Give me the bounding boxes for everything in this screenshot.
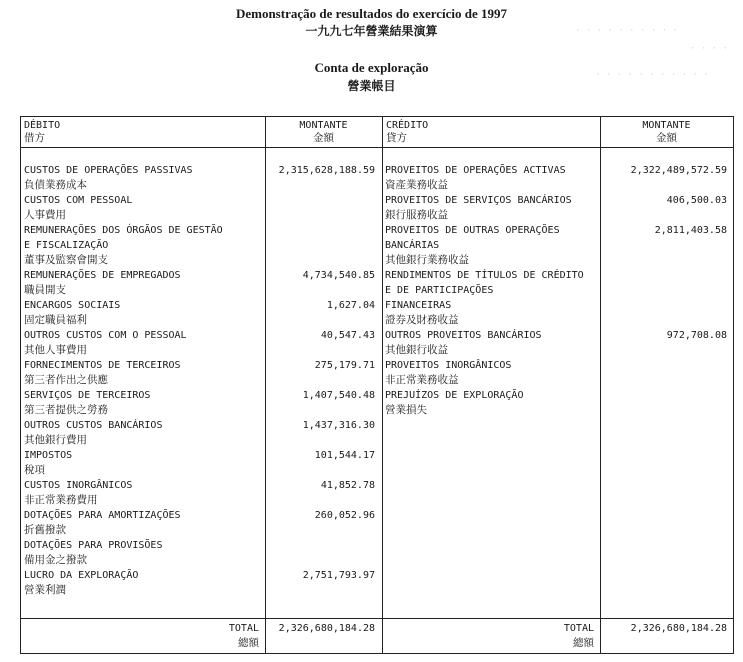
row-label: 其他銀行業務收益	[385, 254, 469, 266]
credit-total-label: TOTAL 總額	[563, 623, 594, 649]
row-label: DOTAÇÕES PARA AMORTIZAÇÕES	[24, 510, 181, 521]
header-divider	[21, 147, 733, 148]
row-label: BANCÁRIAS	[385, 240, 440, 251]
table-row	[21, 178, 382, 193]
debit-amount-header: MONTANTE 金額	[299, 120, 348, 144]
row-label: REMUNERAÇÕES DOS ÓRGÃOS DE GESTÃO	[24, 225, 223, 236]
row-label: 非正常業務費用	[24, 494, 98, 506]
table-row	[21, 418, 382, 433]
income-statement-table	[20, 116, 734, 654]
row-label: 第三者提供之勞務	[24, 404, 108, 416]
table-row	[21, 163, 382, 178]
row-label: 資產業務收益	[385, 179, 448, 191]
row-amount: 40,547.43	[320, 330, 375, 341]
row-amount: 2,315,628,188.59	[278, 165, 375, 176]
bleed-through-text: · · · · · · · · · · ·	[595, 70, 709, 80]
row-label: 職員開支	[24, 284, 66, 296]
table-row	[382, 358, 733, 373]
row-amount: 41,852.78	[320, 480, 375, 491]
row-label: 營業利潤	[24, 584, 66, 596]
row-label: OUTROS CUSTOS BANCÁRIOS	[24, 420, 163, 431]
row-amount: 406,500.03	[666, 195, 727, 206]
table-row	[382, 343, 733, 358]
row-label: PROVEITOS INORGÂNICOS	[385, 360, 512, 371]
row-label: PROVEITOS DE OPERAÇÕES ACTIVAS	[385, 165, 566, 176]
table-row	[21, 328, 382, 343]
row-label: SERVIÇOS DE TERCEIROS	[24, 390, 151, 401]
row-label: LUCRO DA EXPLORAÇÃO	[24, 570, 139, 581]
table-row	[21, 298, 382, 313]
row-amount: 260,052.96	[314, 510, 375, 521]
table-row	[21, 193, 382, 208]
debit-column-header: DÉBITO 借方	[24, 120, 61, 144]
row-label: REMUNERAÇÕES DE EMPREGADOS	[24, 270, 181, 281]
row-label: OUTROS CUSTOS COM O PESSOAL	[24, 330, 187, 341]
table-row	[21, 553, 382, 568]
row-label: FORNECIMENTOS DE TERCEIROS	[24, 360, 181, 371]
row-label: 營業損失	[385, 404, 427, 416]
row-amount: 2,811,403.58	[654, 225, 727, 236]
report-title-chinese: 一九九七年營業結果演算	[305, 24, 438, 38]
table-row	[382, 238, 733, 253]
row-label: DOTAÇÕES PARA PROVISÕES	[24, 540, 163, 551]
row-label: 其他人事費用	[24, 344, 87, 356]
row-label: CUSTOS DE OPERAÇÕES PASSIVAS	[24, 165, 193, 176]
row-label: 備用金之撥款	[24, 554, 87, 566]
table-row	[21, 448, 382, 463]
table-row	[382, 208, 733, 223]
debit-rows	[21, 163, 382, 598]
row-amount: 101,544.17	[314, 450, 375, 461]
table-row	[21, 268, 382, 283]
row-amount: 2,751,793.97	[302, 570, 375, 581]
table-row	[382, 388, 733, 403]
table-row	[21, 223, 382, 238]
row-label: 第三者作出之供應	[24, 374, 108, 386]
credit-amount-header: MONTANTE 金額	[642, 120, 691, 144]
table-row	[382, 253, 733, 268]
row-label: CUSTOS COM PESSOAL	[24, 195, 133, 206]
row-amount: 1,627.04	[326, 300, 375, 311]
row-label: 銀行服務收益	[385, 209, 448, 221]
row-label: 折舊撥款	[24, 524, 66, 536]
report-title: Demonstração de resultados do exercício de 1997	[235, 6, 508, 21]
row-label: FINANCEIRAS	[385, 300, 452, 311]
row-label: 其他銀行收益	[385, 344, 448, 356]
table-row	[382, 373, 733, 388]
row-label: CUSTOS INORGÂNICOS	[24, 480, 133, 491]
bleed-through-text: · · · · · · · · · ·	[575, 26, 678, 36]
row-label: 證券及財務收益	[385, 314, 459, 326]
report-subtitle: Conta de exploração	[314, 60, 429, 75]
row-label: 其他銀行費用	[24, 434, 87, 446]
table-row	[382, 178, 733, 193]
table-row	[382, 163, 733, 178]
row-label: 非正常業務收益	[385, 374, 459, 386]
table-row	[382, 313, 733, 328]
row-amount: 972,708.08	[666, 330, 727, 341]
row-label: 稅項	[24, 464, 45, 476]
row-amount: 1,437,316.30	[302, 420, 375, 431]
row-label: 董事及監察會開支	[24, 254, 108, 266]
row-label: PROVEITOS DE OUTRAS OPERAÇÕES	[385, 225, 560, 236]
table-row	[21, 568, 382, 583]
bleed-through-text: · · · ·	[690, 44, 728, 54]
report-subtitle-chinese: 營業帳目	[347, 79, 396, 93]
table-row	[21, 583, 382, 598]
table-row	[21, 313, 382, 328]
row-label: PREJUÍZOS DE EXPLORAÇÃO	[385, 390, 524, 401]
table-row	[382, 328, 733, 343]
table-row	[21, 508, 382, 523]
row-label: 人事費用	[24, 209, 66, 221]
table-row	[382, 193, 733, 208]
row-label: 負債業務成本	[24, 179, 87, 191]
row-label: PROVEITOS DE SERVIÇOS BANCÁRIOS	[385, 195, 572, 206]
row-label: 固定職員福利	[24, 314, 87, 326]
table-row	[382, 268, 733, 283]
row-label: OUTROS PROVEITOS BANCÁRIOS	[385, 330, 542, 341]
table-row	[21, 253, 382, 268]
debit-total-amount: 2,326,680,184.28	[278, 623, 375, 634]
table-row	[21, 238, 382, 253]
credit-total-amount: 2,326,680,184.28	[630, 623, 727, 634]
row-amount: 1,407,540.48	[302, 390, 375, 401]
row-amount: 2,322,489,572.59	[630, 165, 727, 176]
credit-column-header: CRÉDITO 貸方	[386, 120, 429, 144]
total-divider	[21, 618, 733, 619]
table-row	[21, 523, 382, 538]
table-row	[382, 403, 733, 418]
table-row	[21, 478, 382, 493]
row-label: E FISCALIZAÇÃO	[24, 240, 109, 251]
table-row	[382, 283, 733, 298]
table-row	[21, 283, 382, 298]
table-row	[21, 373, 382, 388]
table-row	[21, 493, 382, 508]
row-amount: 4,734,540.85	[302, 270, 375, 281]
table-row	[21, 358, 382, 373]
row-amount: 275,179.71	[314, 360, 375, 371]
table-row	[21, 433, 382, 448]
table-row	[21, 538, 382, 553]
table-row	[21, 343, 382, 358]
row-label: IMPOSTOS	[24, 450, 73, 461]
debit-total-label: TOTAL 總額	[228, 623, 259, 649]
row-label: E DE PARTICIPAÇÕES	[385, 285, 494, 296]
row-label: ENCARGOS SOCIAIS	[24, 300, 121, 311]
table-row	[382, 223, 733, 238]
table-row	[21, 463, 382, 478]
table-row	[382, 298, 733, 313]
table-row	[21, 208, 382, 223]
row-label: RENDIMENTOS DE TÍTULOS DE CRÉDITO	[385, 270, 584, 281]
table-row	[21, 403, 382, 418]
table-row	[21, 388, 382, 403]
credit-rows	[382, 163, 733, 418]
